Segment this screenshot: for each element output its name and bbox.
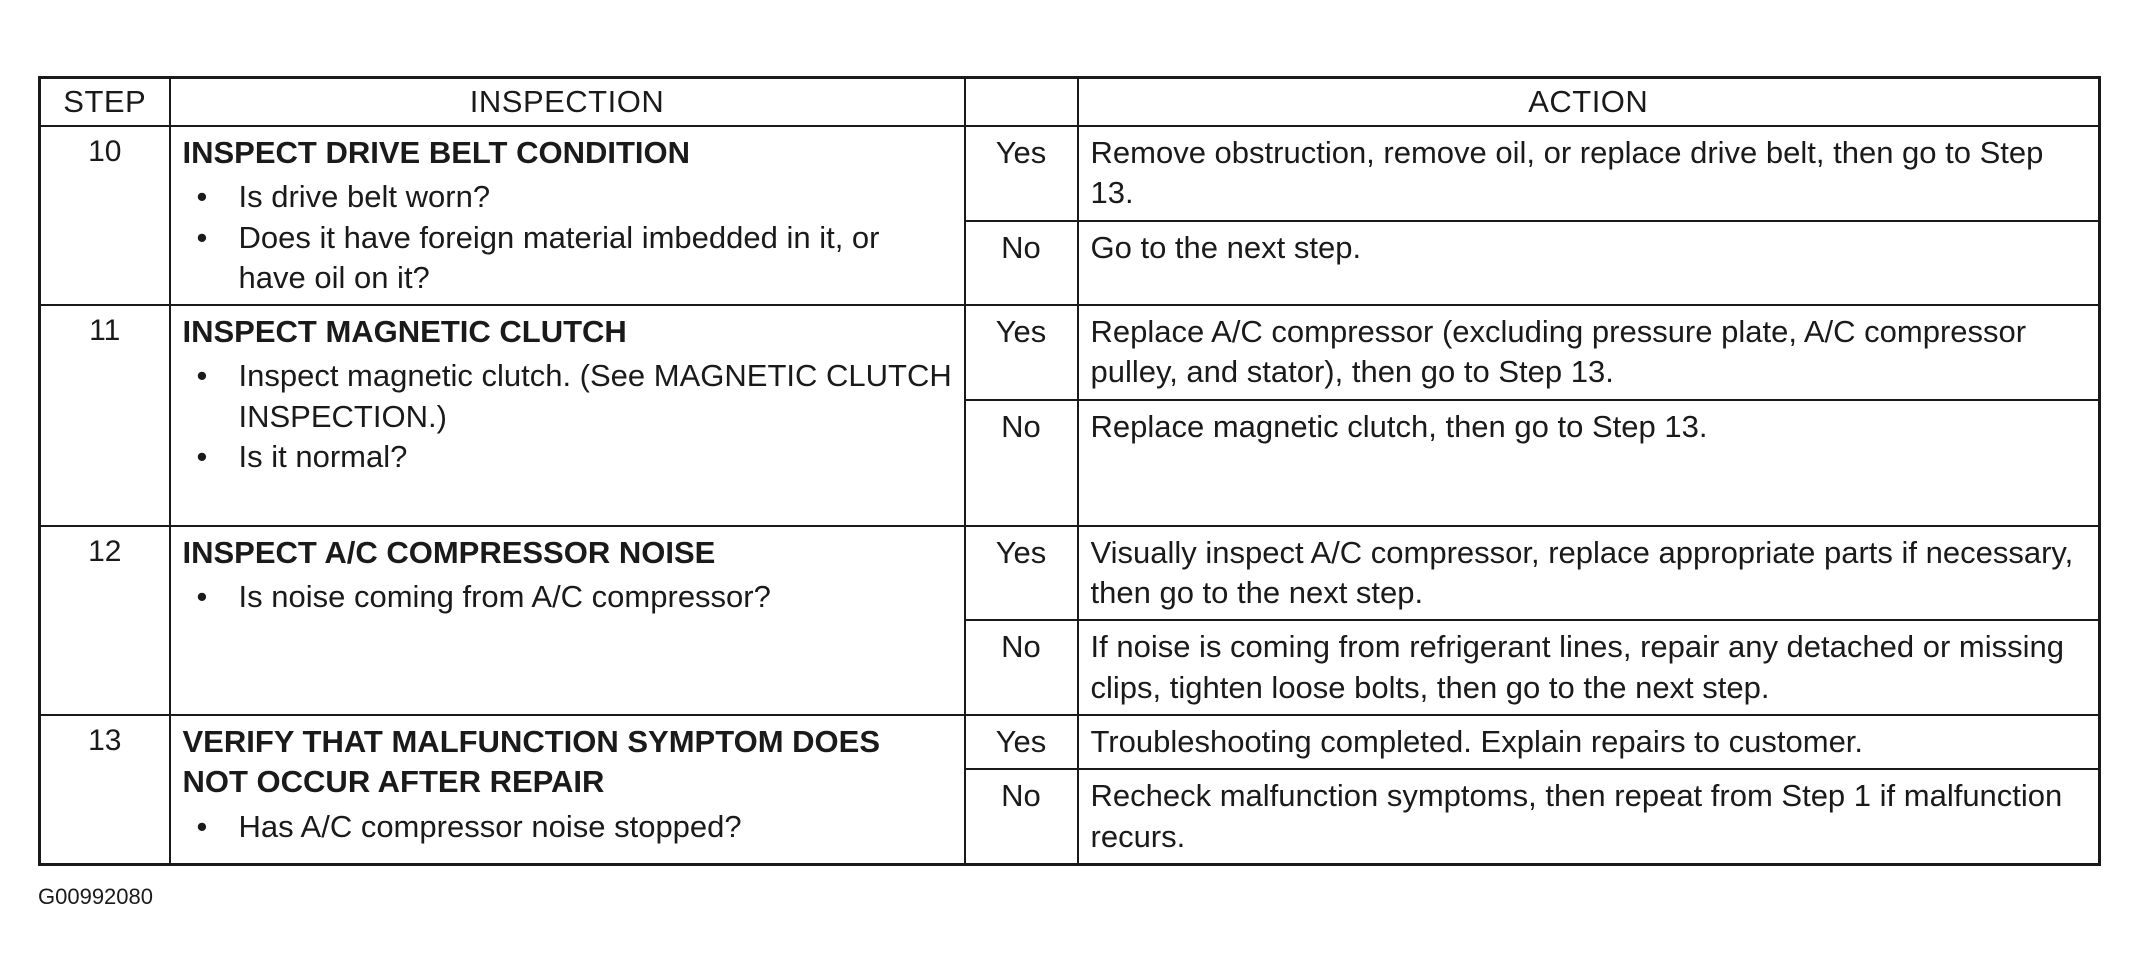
inspection-bullets — [183, 807, 954, 847]
inspection-bullet: • Is it normal? — [183, 437, 954, 477]
figure-id: G00992080 — [38, 884, 153, 909]
action-no: If noise is coming from refrigerant lines, repair any detached or missing clips, tighten loose bolts, then go to the next step. — [1078, 620, 2100, 715]
answer-yes: Yes — [965, 526, 1078, 621]
table-header-row — [40, 78, 2100, 127]
inspection-bullets — [183, 177, 954, 298]
inspection-bullet: • Has A/C compressor noise stopped? — [183, 807, 954, 847]
inspection-bullet: • Is noise coming from A/C compressor? — [183, 577, 954, 617]
inspection-cell — [170, 126, 965, 305]
table-row — [40, 715, 2100, 769]
table-row — [40, 305, 2100, 400]
inspection-bullet: • Inspect magnetic clutch. (See MAGNETIC CLUTCH INSPECTION.) — [183, 356, 954, 437]
table-row — [40, 126, 2100, 221]
header-action: ACTION — [1078, 78, 2100, 127]
step-number: 10 — [40, 126, 170, 305]
answer-no: No — [965, 221, 1078, 305]
action-yes: Visually inspect A/C compressor, replace appropriate parts if necessary, then go to the next step. — [1078, 526, 2100, 621]
inspection-cell — [170, 305, 965, 526]
answer-yes: Yes — [965, 715, 1078, 769]
action-no: Go to the next step. — [1078, 221, 2100, 305]
inspection-title: INSPECT DRIVE BELT CONDITION — [182, 135, 691, 170]
inspection-title: VERIFY THAT MALFUNCTION SYMPTOM DOES NOT OCCUR AFTER REPAIR — [182, 723, 881, 800]
inspection-cell — [170, 526, 965, 715]
inspection-cell — [170, 715, 965, 864]
header-step: STEP — [40, 78, 170, 127]
answer-no: No — [965, 769, 1078, 864]
answer-no: No — [965, 400, 1078, 526]
action-no: Replace magnetic clutch, then go to Step 13. — [1078, 400, 2100, 526]
step-number: 11 — [40, 305, 170, 526]
inspection-bullet: • Does it have foreign material imbedded in it, or have oil on it? — [183, 218, 954, 299]
answer-yes: Yes — [965, 305, 1078, 400]
inspection-bullets — [183, 356, 954, 477]
step-number: 13 — [40, 715, 170, 864]
inspection-title: INSPECT A/C COMPRESSOR NOISE — [182, 534, 716, 570]
step-number: 12 — [40, 526, 170, 715]
troubleshooting-table — [38, 76, 2101, 866]
header-inspection: INSPECTION — [170, 78, 965, 127]
action-yes: Troubleshooting completed. Explain repairs to customer. — [1078, 715, 2100, 769]
table-body — [40, 126, 2100, 864]
answer-no: No — [965, 620, 1078, 715]
action-yes: Remove obstruction, remove oil, or replace drive belt, then go to Step 13. — [1078, 126, 2100, 221]
answer-yes: Yes — [965, 126, 1078, 221]
header-answer — [965, 78, 1078, 127]
action-yes: Replace A/C compressor (excluding pressure plate, A/C compressor pulley, and stator), then go to Step 13. — [1078, 305, 2100, 400]
action-no: Recheck malfunction symptoms, then repeat from Step 1 if malfunction recurs. — [1078, 769, 2100, 864]
inspection-bullets — [183, 577, 954, 617]
inspection-title: INSPECT MAGNETIC CLUTCH — [182, 314, 627, 350]
inspection-bullet: • Is drive belt worn? — [183, 177, 954, 217]
table-row — [40, 526, 2100, 621]
